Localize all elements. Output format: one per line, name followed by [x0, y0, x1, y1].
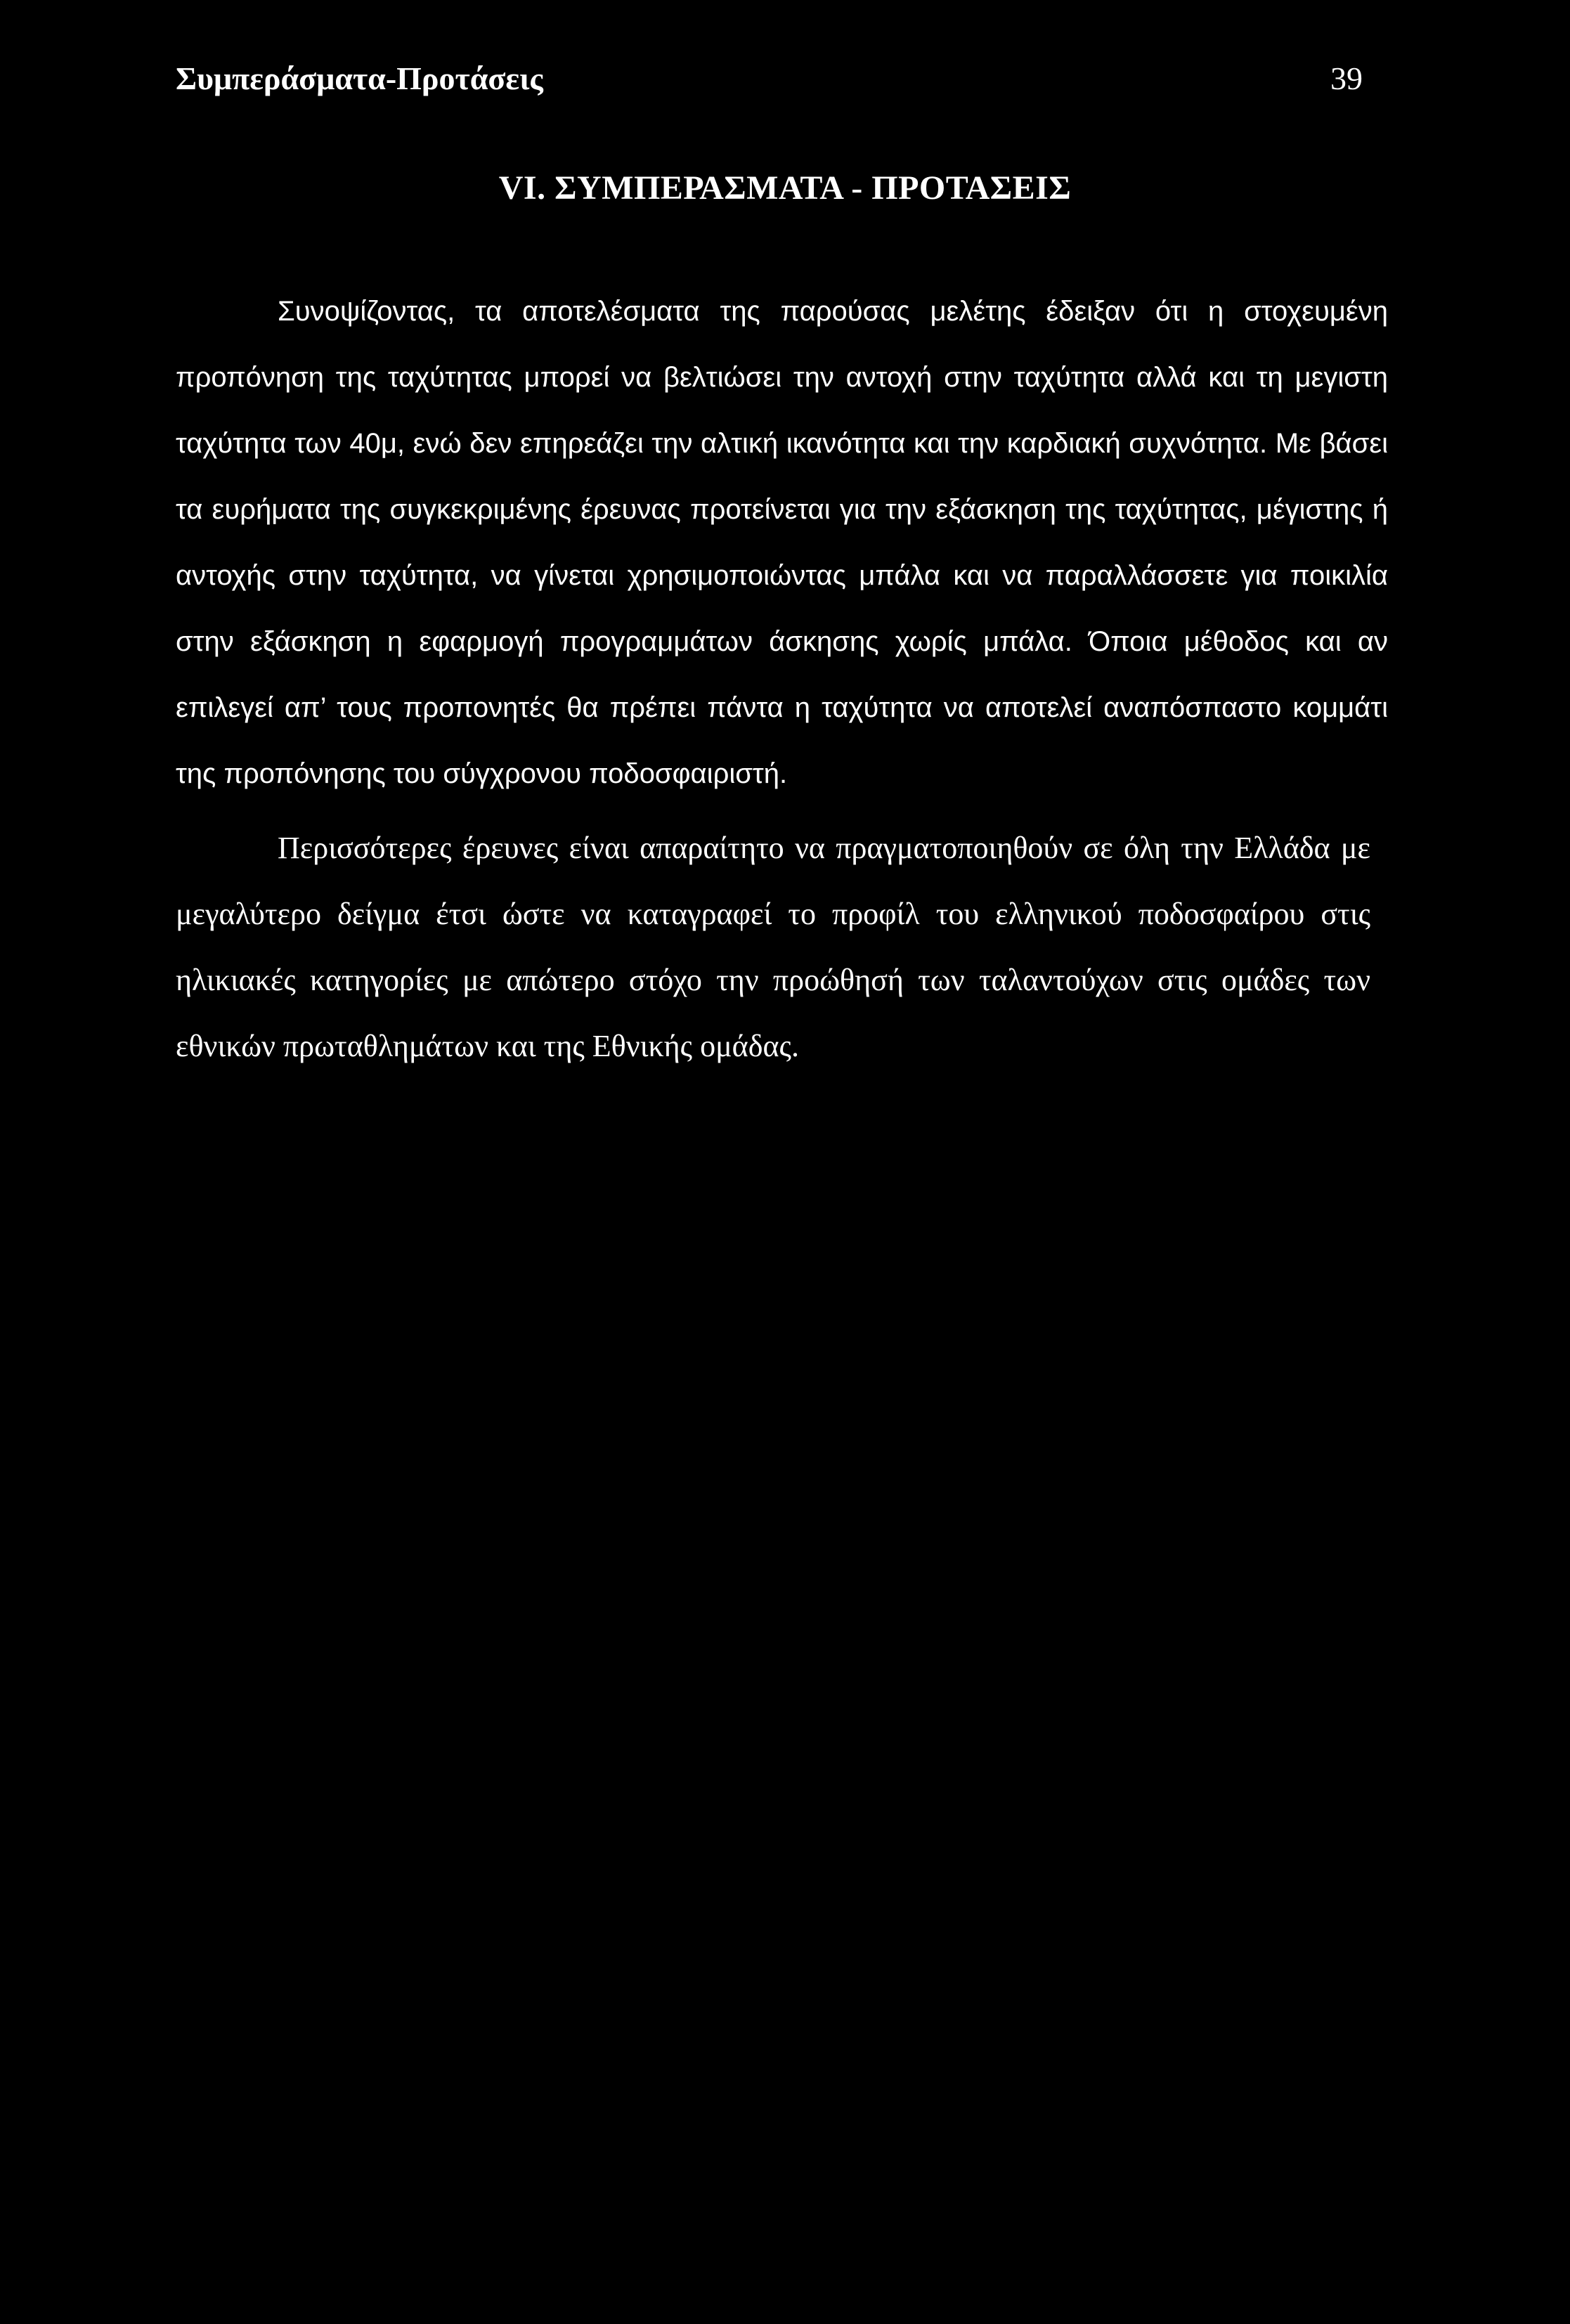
paragraph-summary: Συνοψίζοντας, τα αποτελέσματα της παρούσας μελέτης έδειξαν ότι η στοχευμένη προπόνηση της ταχύτητας μπορεί να βελτιώσει την αντοχή στην ταχύτητα αλλά και τη μεγιστη ταχύτητα των 40μ, ενώ δεν επηρεάζει την αλτική ικανότητα και την καρδιακή συχνότητα. Με βάσει τα ευρήματα της συγκεκριμένης έρευνας προτείνεται για την εξάσκηση της ταχύτητας, μέγιστης ή αντοχής στην ταχύτητα, να γίνεται χρησιμοποιώντας μπάλα και να παραλλάσσετε για ποικιλία στην εξάσκηση η εφαρμογή προγραμμάτων άσκησης χωρίς μπάλα. Όποια μέθοδος και αν επιλεγεί απ’ τους προπονητές θα πρέπει πάντα η ταχύτητα να αποτελεί αναπόσπαστο κομμάτι της προπόνησης του σύγχρονου ποδοσφαιριστή. [176, 296, 1388, 789]
page-number: 39 [1330, 60, 1363, 96]
running-header [176, 60, 1363, 109]
chapter-title: VI. ΣΥΜΠΕΡΑΣΜΑΤΑ - ΠΡΟΤΑΣΕΙΣ [498, 169, 1072, 207]
paragraph-further-research: Περισσότερες έρευνες είναι απαραίτητο να πραγματοποιηθούν σε όλη την Ελλάδα με μεγαλύτερο δείγμα έτσι ώστε να καταγραφεί το προφίλ του ελληνικού ποδοσφαίρου στις ηλικιακές κατηγορίες με απώτερο στόχο την προώθησή των ταλαντούχων στις ομάδες των εθνικών πρωταθλημάτων και της Εθνικής ομάδας. [176, 831, 1370, 1063]
header-title: Συμπεράσματα-Προτάσεις [176, 60, 543, 96]
